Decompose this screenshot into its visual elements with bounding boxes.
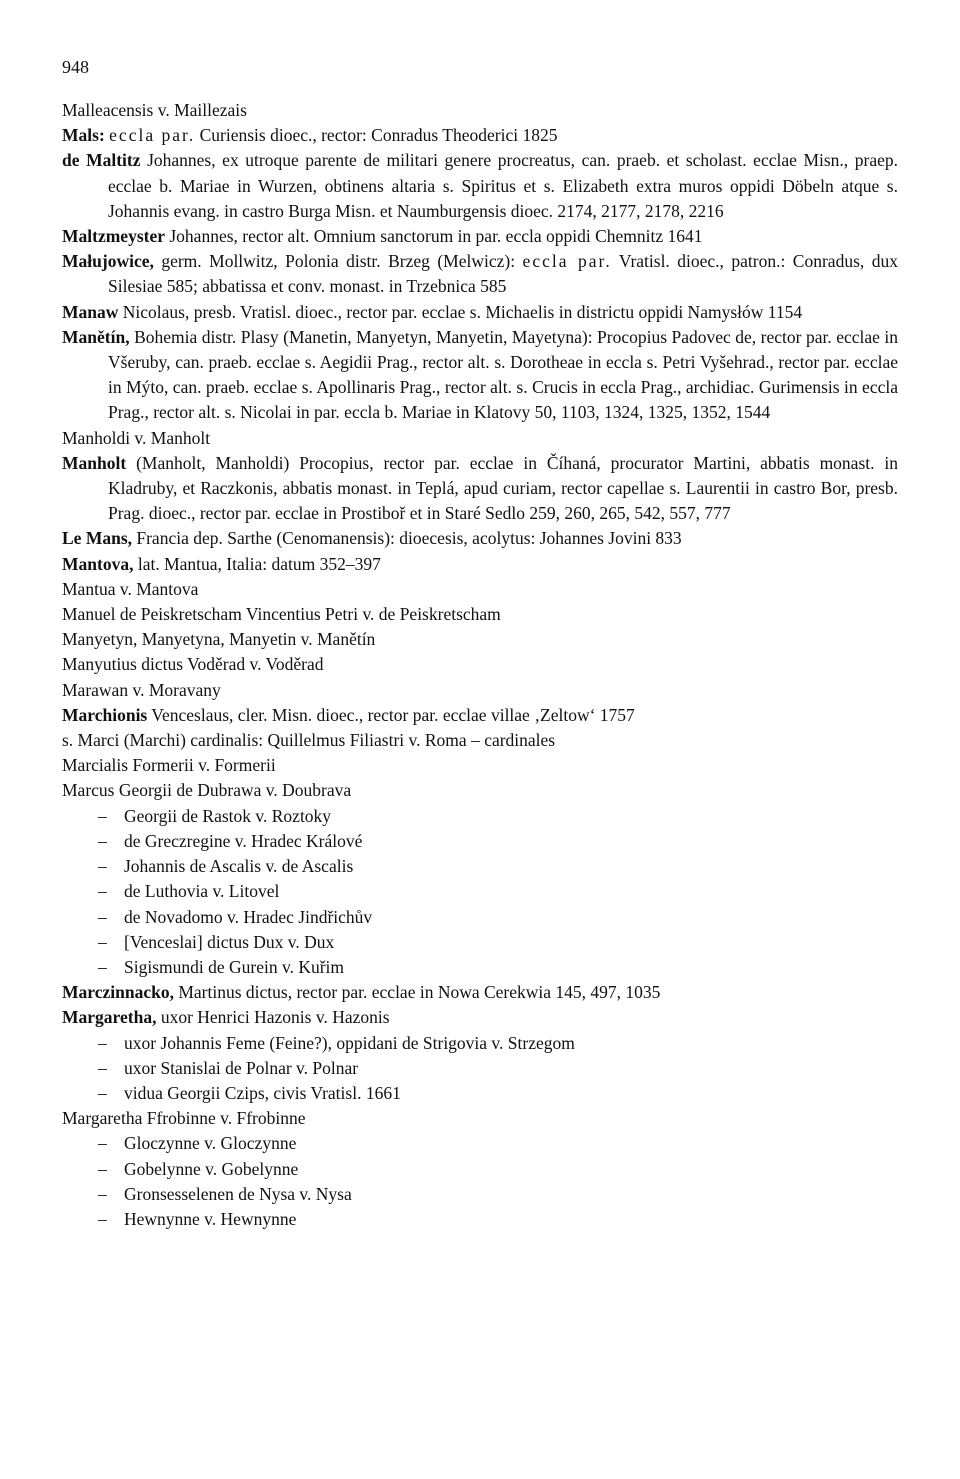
- index-entry: [62, 451, 898, 527]
- entry-spaced-text: eccla par.: [522, 251, 612, 272]
- entry-headword: Manholt: [62, 452, 127, 473]
- index-entry: [62, 526, 898, 551]
- entry-headword: Mantova,: [62, 553, 134, 574]
- index-entry: [62, 753, 898, 778]
- index-subentry: [62, 1031, 898, 1056]
- entry-headword: Le Mans,: [62, 528, 132, 549]
- entry-text: de Greczregine v. Hradec Králové: [124, 830, 363, 851]
- entry-text: Martinus dictus, rector par. ecclae in Nowa Cerekwia 145, 497, 1035: [173, 982, 661, 1003]
- entry-headword: Manaw: [62, 301, 119, 322]
- index-entry: [62, 325, 898, 426]
- entry-text: Gloczynne v. Gloczynne: [124, 1133, 297, 1154]
- index-entry: [62, 1106, 898, 1131]
- entry-text: Curiensis dioec., rector: Conradus Theoderici 1825: [195, 125, 558, 146]
- index-entry: [62, 1005, 898, 1030]
- index-list: [62, 98, 898, 1232]
- index-entry: [62, 148, 898, 224]
- entry-text: de Novadomo v. Hradec Jindřichův: [124, 906, 373, 927]
- entry-text: Gobelynne v. Gobelynne: [124, 1158, 299, 1179]
- entry-text: Manyutius dictus Voděrad v. Voděrad: [62, 654, 324, 675]
- index-subentry: [62, 879, 898, 904]
- entry-text: lat. Mantua, Italia: datum 352–397: [133, 553, 381, 574]
- index-entry: [62, 627, 898, 652]
- entry-headword: Margaretha,: [62, 1007, 157, 1028]
- entry-text: Johannis de Ascalis v. de Ascalis: [124, 856, 354, 877]
- index-subentry: [62, 1081, 898, 1106]
- index-entry: [62, 98, 898, 123]
- index-entry: [62, 249, 898, 299]
- index-subentry: [62, 804, 898, 829]
- index-entry: [62, 652, 898, 677]
- entry-text: Mantua v. Mantova: [62, 578, 199, 599]
- page-number: 948: [62, 57, 89, 77]
- entry-text: [Venceslai] dictus Dux v. Dux: [124, 931, 335, 952]
- index-entry: [62, 602, 898, 627]
- index-entry: [62, 426, 898, 451]
- entry-headword: Małujowice,: [62, 251, 154, 272]
- entry-text: uxor Stanislai de Polnar v. Polnar: [124, 1057, 359, 1078]
- entry-text: uxor Henrici Hazonis v. Hazonis: [156, 1007, 390, 1028]
- entry-headword: Maltzmeyster: [62, 226, 165, 247]
- entry-text: (Manholt, Manholdi) Procopius, rector par. ecclae in Číhaná, procurator Martini, abbatis monast. in Kladruby, et Raczkonis, abbatis monast. in Teplá, apud curiam, rector capellae s. Laurentii in castro Bor, presb. Prag. dioec., rector par. ecclae in Prostiboř et in Staré Sedlo 259, 260, 265, 542, 557, 777: [108, 452, 898, 524]
- index-entry: [62, 577, 898, 602]
- index-subentry: [62, 905, 898, 930]
- index-entry: [62, 552, 898, 577]
- entry-text: Manyetyn, Manyetyna, Manyetin v. Manětín: [62, 629, 376, 650]
- entry-text: Johannes, ex utroque parente de militari genere procreatus, can. praeb. et scholast. ecclae Misn., praep. ecclae b. Mariae in Wurzen, obtinens altaria s. Spiritus et s. Elizabeth extra muros oppidi Döbeln atque s. Johannis evang. in castro Burga Misn. et Naumburgensis dioec. 2174, 2177, 2178, 2216: [108, 150, 898, 221]
- index-subentry: [62, 1131, 898, 1156]
- index-subentry: [62, 1207, 898, 1232]
- entry-text: de Luthovia v. Litovel: [124, 881, 280, 902]
- entry-text: Manholdi v. Manholt: [62, 427, 211, 448]
- entry-text: Marcialis Formerii v. Formerii: [62, 755, 276, 776]
- index-entry: [62, 703, 898, 728]
- index-subentry: [62, 955, 898, 980]
- entry-headword: Marchionis: [62, 704, 148, 725]
- index-entry: [62, 224, 898, 249]
- entry-text: Johannes, rector alt. Omnium sanctorum in par. eccla oppidi Chemnitz 1641: [165, 226, 703, 247]
- index-subentry: [62, 829, 898, 854]
- index-entry: [62, 980, 898, 1005]
- entry-text: Gronsesselenen de Nysa v. Nysa: [124, 1183, 352, 1204]
- entry-headword: Mals:: [62, 125, 105, 146]
- entry-text: Georgii de Rastok v. Roztoky: [124, 805, 332, 826]
- index-subentry: [62, 930, 898, 955]
- index-subentry: [62, 1056, 898, 1081]
- entry-text: Hewnynne v. Hewnynne: [124, 1208, 297, 1229]
- entry-text: Marcus Georgii de Dubrawa v. Doubrava: [62, 780, 352, 801]
- entry-text: Sigismundi de Gurein v. Kuřim: [124, 956, 345, 977]
- index-entry: [62, 778, 898, 803]
- index-subentry: [62, 1157, 898, 1182]
- entry-text: Manuel de Peiskretscham Vincentius Petri v. de Peiskretscham: [62, 604, 501, 625]
- index-entry: [62, 300, 898, 325]
- index-entry: [62, 123, 898, 148]
- entry-text: Malleacensis v. Maillezais: [62, 100, 247, 120]
- entry-text: germ. Mollwitz, Polonia distr. Brzeg (Melwicz):: [153, 251, 523, 272]
- entry-text: Marawan v. Moravany: [62, 679, 221, 700]
- entry-spaced-text: eccla par.: [109, 125, 196, 146]
- entry-headword: Manětín,: [62, 326, 130, 347]
- index-entry: [62, 678, 898, 703]
- index-subentry: [62, 1182, 898, 1207]
- entry-text: Francia dep. Sarthe (Cenomanensis): dioecesis, acolytus: Johannes Jovini 833: [132, 528, 682, 549]
- entry-text-continued: Vratisl. dioec., patron.: Conradus, dux Silesiae 585; abbatissa et conv. monast. in Trzebnica 585: [108, 251, 898, 297]
- entry-text: Margaretha Ffrobinne v. Ffrobinne: [62, 1108, 306, 1129]
- entry-text: Venceslaus, cler. Misn. dioec., rector par. ecclae villae ‚Zeltow‘ 1757: [147, 704, 635, 725]
- entry-headword: de Maltitz: [62, 150, 141, 171]
- index-subentry: [62, 854, 898, 879]
- entry-text: s. Marci (Marchi) cardinalis: Quillelmus Filiastri v. Roma – cardinales: [62, 730, 556, 751]
- entry-text: Bohemia distr. Plasy (Manetin, Manyetyn, Manyetin, Mayetyna): Procopius Padovec de, rector par. ecclae in Všeruby, can. praeb. ecclae s. Aegidii Prag., rector alt. s. Dorotheae in eccla s. Petri Vyšehrad., rector par. ecclae in Mýto, can. praeb. ecclae s. Apollinaris Prag., rector alt. s. Crucis in eccla Prag., archidiac. Gurimensis in eccla Prag., rector alt. s. Nicolai in par. eccla b. Mariae in Klatovy 50, 1103, 1324, 1325, 1352, 1544: [108, 326, 898, 423]
- entry-headword: Marczinnacko,: [62, 982, 174, 1003]
- entry-text: uxor Johannis Feme (Feine?), oppidani de Strigovia v. Strzegom: [124, 1032, 575, 1053]
- index-entry: [62, 728, 898, 753]
- entry-text: vidua Georgii Czips, civis Vratisl. 1661: [124, 1082, 401, 1103]
- entry-text: Nicolaus, presb. Vratisl. dioec., rector par. ecclae s. Michaelis in districtu oppidi Namysłów 1154: [118, 301, 803, 322]
